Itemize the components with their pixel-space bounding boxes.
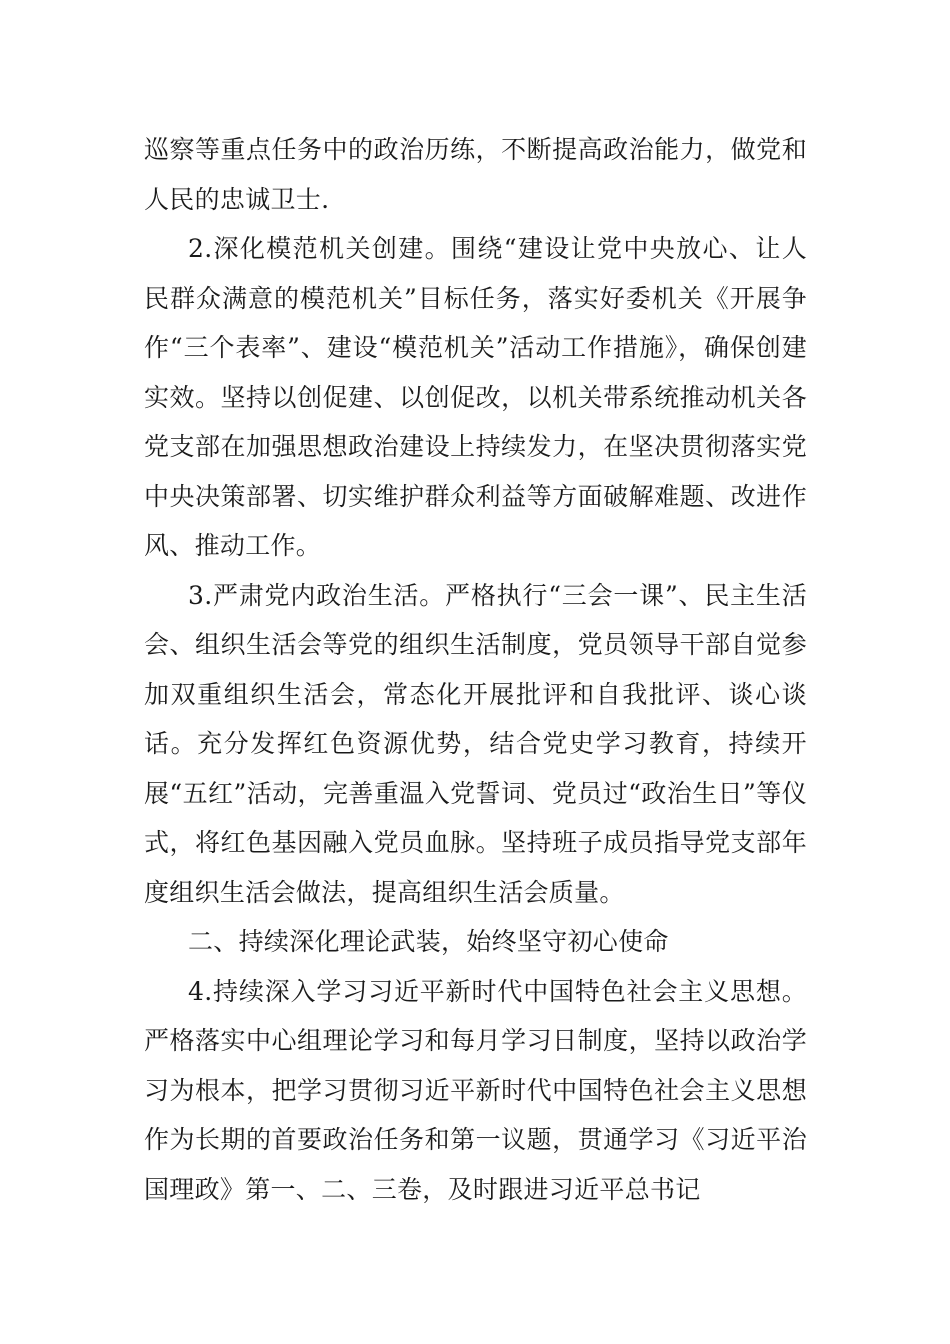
paragraph-continuation: 巡察等重点任务中的政治历练，不断提高政治能力，做党和人民的忠诚卫士. — [144, 135, 807, 214]
document-body — [144, 125, 807, 1214]
paragraph-item-3: 3.严肃党内政治生活。严格执行“三会一课”、民主生活会、组织生活会等党的组织生活制度，党员领导干部自觉参加双重组织生活会，常态化开展批评和自我批评、谈心谈话。充分发挥红色资源优势，结合党史学习教育，持续开展“五红”活动，完善重温入党誓词、党员过“政治生日”等仪式，将红色基因融入党员血脉。坚持班子成员指导党支部年度组织生活会做法，提高组织生活会质量。 — [144, 580, 807, 907]
paragraph-item-2: 2.深化模范机关创建。围绕“建设让党中央放心、让人民群众满意的模范机关”目标任务，落实好委机关《开展争作“三个表率”、建设“模范机关”活动工作措施》，确保创建实效。坚持以创促建、以创促改，以机关带系统推动机关各党支部在加强思想政治建设上持续发力，在坚决贯彻落实党中央决策部署、切实维护群众利益等方面破解难题、改进作风、推动工作。 — [144, 234, 807, 560]
paragraph-item-4: 4.持续深入学习习近平新时代中国特色社会主义思想。严格落实中心组理论学习和每月学习日制度，坚持以政治学习为根本，把学习贯彻习近平新时代中国特色社会主义思想作为长期的首要政治任务和第一议题，贯通学习《习近平治国理政》第一、二、三卷，及时跟进习近平总书记 — [144, 976, 807, 1204]
section-heading: 二、持续深化理论武装，始终坚守初心使命 — [188, 927, 669, 956]
